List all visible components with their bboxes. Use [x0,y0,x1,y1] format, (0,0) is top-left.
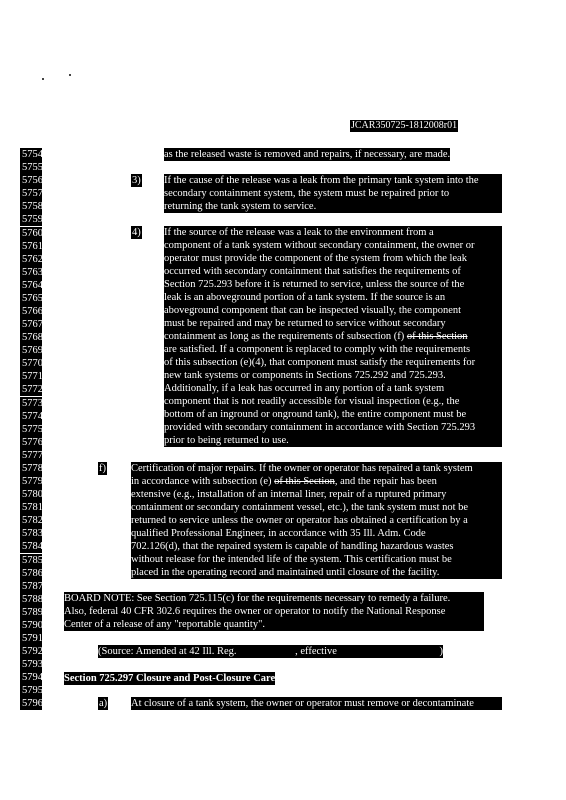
text-run: , effective [295,646,340,657]
line-number: 5763 [22,266,43,278]
source-note [98,645,443,658]
text-line: secondary containment system, the system must be repaired prior to [164,188,450,199]
text-line: Certification of major repairs. If the owner or operator has repaired a tank system [131,463,473,474]
text-line: 702.126(d), that the repaired system is capable of handling hazardous wastes [131,541,454,552]
line-number: 5761 [22,240,43,252]
section-heading: Section 725.297 Closure and Post-Closure Care [64,673,276,684]
line-number: 5755 [22,162,43,174]
text-line: placed in the operating record and maintained until closure of the facility. [131,567,440,578]
line-number: 5787 [22,580,43,592]
line-number: 5791 [22,633,43,644]
line-number: 5776 [22,436,43,448]
text-line: Additionally, if a leak has occurred in any portion of a tank system [164,383,445,394]
line-number: 5774 [22,410,43,422]
text-line: qualified Professional Engineer, in accordance with 35 Ill. Adm. Code [131,528,426,539]
line-number: 5785 [22,554,43,566]
text-line: returned to service unless the owner or operator has obtained a certification by a [131,515,468,526]
paragraph-a [131,697,502,710]
text-run: , and the repair has been [334,476,437,487]
line-number: 5781 [22,502,43,514]
line-number: 5779 [22,476,43,487]
text-line: At closure of a tank system, the owner or operator must remove or decontaminate [131,698,474,709]
text-line: Section 725.293 before it is returned to service, unless the source of the [164,279,465,290]
text-line: operator must provide the component of the system from which the leak [164,253,467,264]
text-run: containment as long as the requirements of subsection (f) [164,331,407,342]
line-number: 5772 [22,384,43,396]
line-number: 5784 [22,541,43,553]
text-line: leak is an aboveground portion of a tank system. If the source is an [164,292,446,303]
struck-text: of this Section [406,331,468,342]
line-number: 5789 [22,606,43,618]
text-line: If the cause of the release was a leak from the primary tank system into the [164,175,479,186]
line-number: 5773 [22,397,43,409]
line-number: 5771 [22,371,43,383]
line-number: 5788 [22,593,43,605]
document-header-code: JCAR350725-1812008r01 [351,120,458,131]
line-number: 5760 [22,227,43,239]
text-line: new tank systems or components in Sections 725.292 and 725.293. [164,370,446,381]
line-number: 5777 [22,449,43,461]
line-number: 5758 [22,201,43,213]
paragraph-continuation [164,148,450,161]
text-line: must be repaired and may be returned to service without secondary [164,318,446,329]
paragraph-4 [164,226,502,447]
line-number: 5762 [22,253,43,265]
line-number: 5795 [22,685,43,697]
line-number: 5794 [22,672,43,684]
line-number: 5769 [22,345,43,357]
line-number: 5778 [22,462,43,474]
line-number: 5790 [22,619,43,631]
line-number: 5775 [22,423,43,435]
text-line: BOARD NOTE: See Section 725.115(c) for the requirements necessary to remedy a failure. [64,593,451,604]
line-number: 5756 [22,175,43,187]
text-run: in accordance with subsection (e) [131,476,275,487]
text-line: extensive (e.g., installation of an internal liner, repair of a ruptured primary [131,489,447,500]
text-line: component that is not readily accessible for visual inspection (e.g., the [164,396,460,407]
struck-text: of this Section [274,476,335,487]
text-line: If the source of the release was a leak to the environment from a [164,227,434,238]
text-line: bottom of an inground or onground tank), the entire component must be [164,409,467,420]
text-line: provided with secondary containment in accordance with Section 725.293 [164,422,476,433]
text-line: component of a tank system without secondary containment, the owner or [164,240,475,251]
scan-speck [69,74,71,76]
text-run: (Source: Amended at 42 Ill. Reg. [98,646,240,657]
line-number: 5764 [22,279,43,291]
text-line: prior to being returned to use. [164,435,289,446]
text-line: occurred with secondary containment that satisfies the requirements of [164,266,461,277]
line-number: 5796 [22,698,43,710]
text-line: aboveground component that can be inspected visually, the component [164,305,462,316]
text-line: as the released waste is removed and repairs, if necessary, are made. [164,149,451,160]
line-number: 5793 [22,659,43,671]
line-number: 5770 [22,358,43,370]
text-line: without release for the intended life of the system. This certification must be [131,554,452,565]
line-number: 5782 [22,515,43,527]
paragraph-3 [164,174,502,213]
scan-speck [42,78,44,80]
text-line [164,330,502,343]
text-line [131,475,502,488]
text-line: are satisfied. If a component is replaced to comply with the requirements [164,344,471,355]
text-line: containment or secondary containment vessel, etc.), the tank system must not be [131,502,469,513]
list-marker-4: 4) [132,227,141,238]
list-marker-f: f) [99,463,106,474]
line-number: 5780 [22,489,43,501]
line-number: 5783 [22,528,43,540]
list-marker-a: a) [99,698,108,709]
text-line: Center of a release of any "reportable quantity". [64,619,265,630]
line-number: 5759 [22,214,43,226]
line-number: 5792 [22,646,43,657]
paragraph-f [131,462,502,579]
list-marker-3: 3) [132,175,141,186]
line-number: 5768 [22,332,43,344]
text-line: returning the tank system to service. [164,201,317,212]
text-run: ) [439,646,444,657]
text-line: Also, federal 40 CFR 302.6 requires the owner or operator to notify the National Response [64,606,446,617]
text-line: of this subsection (e)(4), that component must satisfy the requirements for [164,357,476,368]
line-number: 5766 [22,306,43,317]
line-number: 5786 [22,567,43,579]
board-note [64,592,484,631]
line-number: 5765 [22,292,43,304]
line-number: 5767 [22,319,43,330]
line-number: 5754 [22,149,43,160]
line-number: 5757 [22,188,43,200]
